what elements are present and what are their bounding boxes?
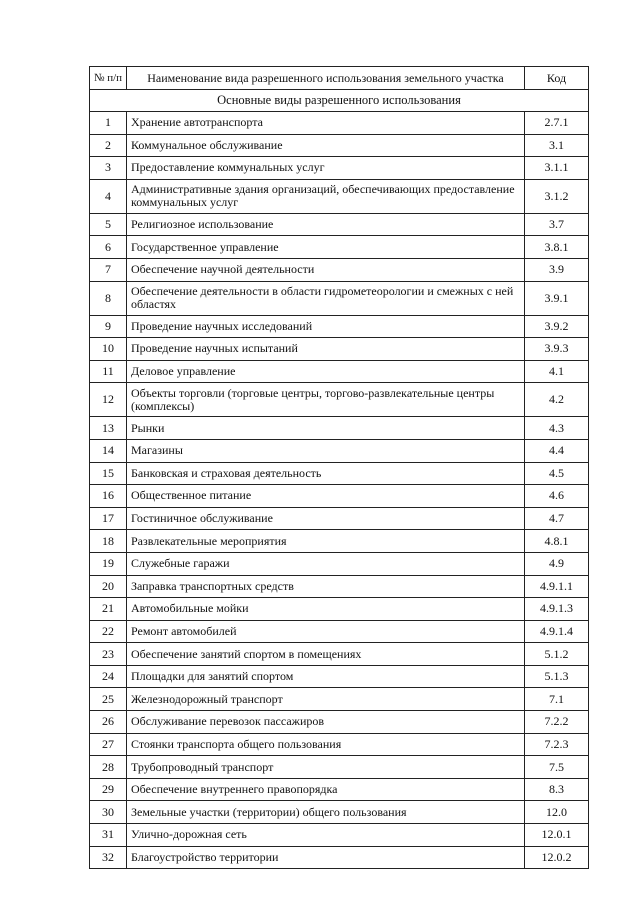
row-name: Земельные участки (территории) общего пользования xyxy=(127,801,525,824)
row-name: Заправка транспортных средств xyxy=(127,575,525,598)
row-num: 30 xyxy=(90,801,127,824)
row-code: 7.2.2 xyxy=(525,711,589,734)
row-num: 15 xyxy=(90,462,127,485)
table-row xyxy=(90,315,589,338)
table-row xyxy=(90,338,589,361)
row-code: 7.1 xyxy=(525,688,589,711)
row-name: Площадки для занятий спортом xyxy=(127,665,525,688)
row-name: Проведение научных испытаний xyxy=(127,338,525,361)
table-row xyxy=(90,157,589,180)
section-title: Основные виды разрешенного использования xyxy=(90,90,589,112)
row-name: Рынки xyxy=(127,417,525,440)
table-row xyxy=(90,360,589,383)
row-code: 3.1.1 xyxy=(525,157,589,180)
table-row xyxy=(90,507,589,530)
row-name: Обеспечение деятельности в области гидрометеорологии и смежных с ней областях xyxy=(127,281,525,315)
row-code: 4.9.1.1 xyxy=(525,575,589,598)
header-num: № п/п xyxy=(90,67,127,90)
row-name: Общественное питание xyxy=(127,485,525,508)
row-code: 4.9.1.4 xyxy=(525,620,589,643)
table-row xyxy=(90,236,589,259)
row-num: 6 xyxy=(90,236,127,259)
row-name: Развлекательные мероприятия xyxy=(127,530,525,553)
row-name: Обеспечение научной деятельности xyxy=(127,258,525,281)
table-row xyxy=(90,620,589,643)
row-code: 4.7 xyxy=(525,507,589,530)
row-code: 4.3 xyxy=(525,417,589,440)
row-name: Объекты торговли (торговые центры, торгово-развлекательные центры (комплексы) xyxy=(127,383,525,417)
table-row xyxy=(90,733,589,756)
row-name: Обеспечение занятий спортом в помещениях xyxy=(127,643,525,666)
row-num: 22 xyxy=(90,620,127,643)
row-code: 2.7.1 xyxy=(525,112,589,135)
row-name: Обеспечение внутреннего правопорядка xyxy=(127,778,525,801)
table-row xyxy=(90,552,589,575)
row-num: 16 xyxy=(90,485,127,508)
row-name: Трубопроводный транспорт xyxy=(127,756,525,779)
table-row xyxy=(90,281,589,315)
row-name: Улично-дорожная сеть xyxy=(127,824,525,847)
row-name: Деловое управление xyxy=(127,360,525,383)
table-row xyxy=(90,383,589,417)
row-num: 25 xyxy=(90,688,127,711)
row-num: 27 xyxy=(90,733,127,756)
row-code: 7.5 xyxy=(525,756,589,779)
row-code: 4.6 xyxy=(525,485,589,508)
table-row xyxy=(90,134,589,157)
row-code: 4.5 xyxy=(525,462,589,485)
row-num: 8 xyxy=(90,281,127,315)
row-code: 4.2 xyxy=(525,383,589,417)
table-row xyxy=(90,417,589,440)
row-code: 3.9.2 xyxy=(525,315,589,338)
table-row xyxy=(90,213,589,236)
row-num: 2 xyxy=(90,134,127,157)
row-code: 12.0.1 xyxy=(525,824,589,847)
table-row xyxy=(90,530,589,553)
row-name: Железнодорожный транспорт xyxy=(127,688,525,711)
row-name: Коммунальное обслуживание xyxy=(127,134,525,157)
header-name: Наименование вида разрешенного использования земельного участка xyxy=(127,67,525,90)
table-row xyxy=(90,258,589,281)
row-name: Служебные гаражи xyxy=(127,552,525,575)
row-num: 1 xyxy=(90,112,127,135)
row-num: 29 xyxy=(90,778,127,801)
table-row xyxy=(90,643,589,666)
row-num: 28 xyxy=(90,756,127,779)
row-num: 4 xyxy=(90,179,127,213)
row-name: Стоянки транспорта общего пользования xyxy=(127,733,525,756)
row-name: Магазины xyxy=(127,439,525,462)
table-row xyxy=(90,711,589,734)
row-name: Предоставление коммунальных услуг xyxy=(127,157,525,180)
row-num: 17 xyxy=(90,507,127,530)
row-code: 3.7 xyxy=(525,213,589,236)
table-header-row xyxy=(90,67,589,90)
row-code: 3.9.1 xyxy=(525,281,589,315)
table-row xyxy=(90,112,589,135)
table-row xyxy=(90,824,589,847)
row-num: 19 xyxy=(90,552,127,575)
table-row xyxy=(90,462,589,485)
row-name: Банковская и страховая деятельность xyxy=(127,462,525,485)
row-num: 5 xyxy=(90,213,127,236)
row-num: 7 xyxy=(90,258,127,281)
table-row xyxy=(90,778,589,801)
table-row xyxy=(90,485,589,508)
table-row xyxy=(90,575,589,598)
row-code: 4.1 xyxy=(525,360,589,383)
row-code: 3.8.1 xyxy=(525,236,589,259)
row-name: Государственное управление xyxy=(127,236,525,259)
row-code: 3.9.3 xyxy=(525,338,589,361)
table-row xyxy=(90,688,589,711)
row-name: Гостиничное обслуживание xyxy=(127,507,525,530)
row-num: 12 xyxy=(90,383,127,417)
row-name: Религиозное использование xyxy=(127,213,525,236)
table-row xyxy=(90,598,589,621)
row-code: 12.0 xyxy=(525,801,589,824)
row-num: 3 xyxy=(90,157,127,180)
header-code: Код xyxy=(525,67,589,90)
row-name: Проведение научных исследований xyxy=(127,315,525,338)
row-code: 4.4 xyxy=(525,439,589,462)
row-num: 9 xyxy=(90,315,127,338)
table-row xyxy=(90,801,589,824)
row-num: 10 xyxy=(90,338,127,361)
row-code: 3.9 xyxy=(525,258,589,281)
row-code: 3.1.2 xyxy=(525,179,589,213)
row-name: Автомобильные мойки xyxy=(127,598,525,621)
row-code: 4.9.1.3 xyxy=(525,598,589,621)
section-row xyxy=(90,90,589,112)
row-num: 14 xyxy=(90,439,127,462)
land-use-table xyxy=(89,66,589,869)
row-code: 12.0.2 xyxy=(525,846,589,869)
row-num: 18 xyxy=(90,530,127,553)
row-num: 32 xyxy=(90,846,127,869)
table-row xyxy=(90,665,589,688)
row-name: Благоустройство территории xyxy=(127,846,525,869)
row-num: 20 xyxy=(90,575,127,598)
row-num: 31 xyxy=(90,824,127,847)
table-row xyxy=(90,846,589,869)
row-code: 5.1.3 xyxy=(525,665,589,688)
row-name: Обслуживание перевозок пассажиров xyxy=(127,711,525,734)
row-code: 4.8.1 xyxy=(525,530,589,553)
table-row xyxy=(90,756,589,779)
row-code: 8.3 xyxy=(525,778,589,801)
row-num: 21 xyxy=(90,598,127,621)
row-code: 4.9 xyxy=(525,552,589,575)
row-name: Административные здания организаций, обеспечивающих предоставление коммунальных услуг xyxy=(127,179,525,213)
table-row xyxy=(90,179,589,213)
row-num: 13 xyxy=(90,417,127,440)
row-name: Ремонт автомобилей xyxy=(127,620,525,643)
row-num: 26 xyxy=(90,711,127,734)
row-code: 3.1 xyxy=(525,134,589,157)
row-num: 24 xyxy=(90,665,127,688)
row-code: 5.1.2 xyxy=(525,643,589,666)
row-name: Хранение автотранспорта xyxy=(127,112,525,135)
table-row xyxy=(90,439,589,462)
row-num: 23 xyxy=(90,643,127,666)
row-num: 11 xyxy=(90,360,127,383)
row-code: 7.2.3 xyxy=(525,733,589,756)
